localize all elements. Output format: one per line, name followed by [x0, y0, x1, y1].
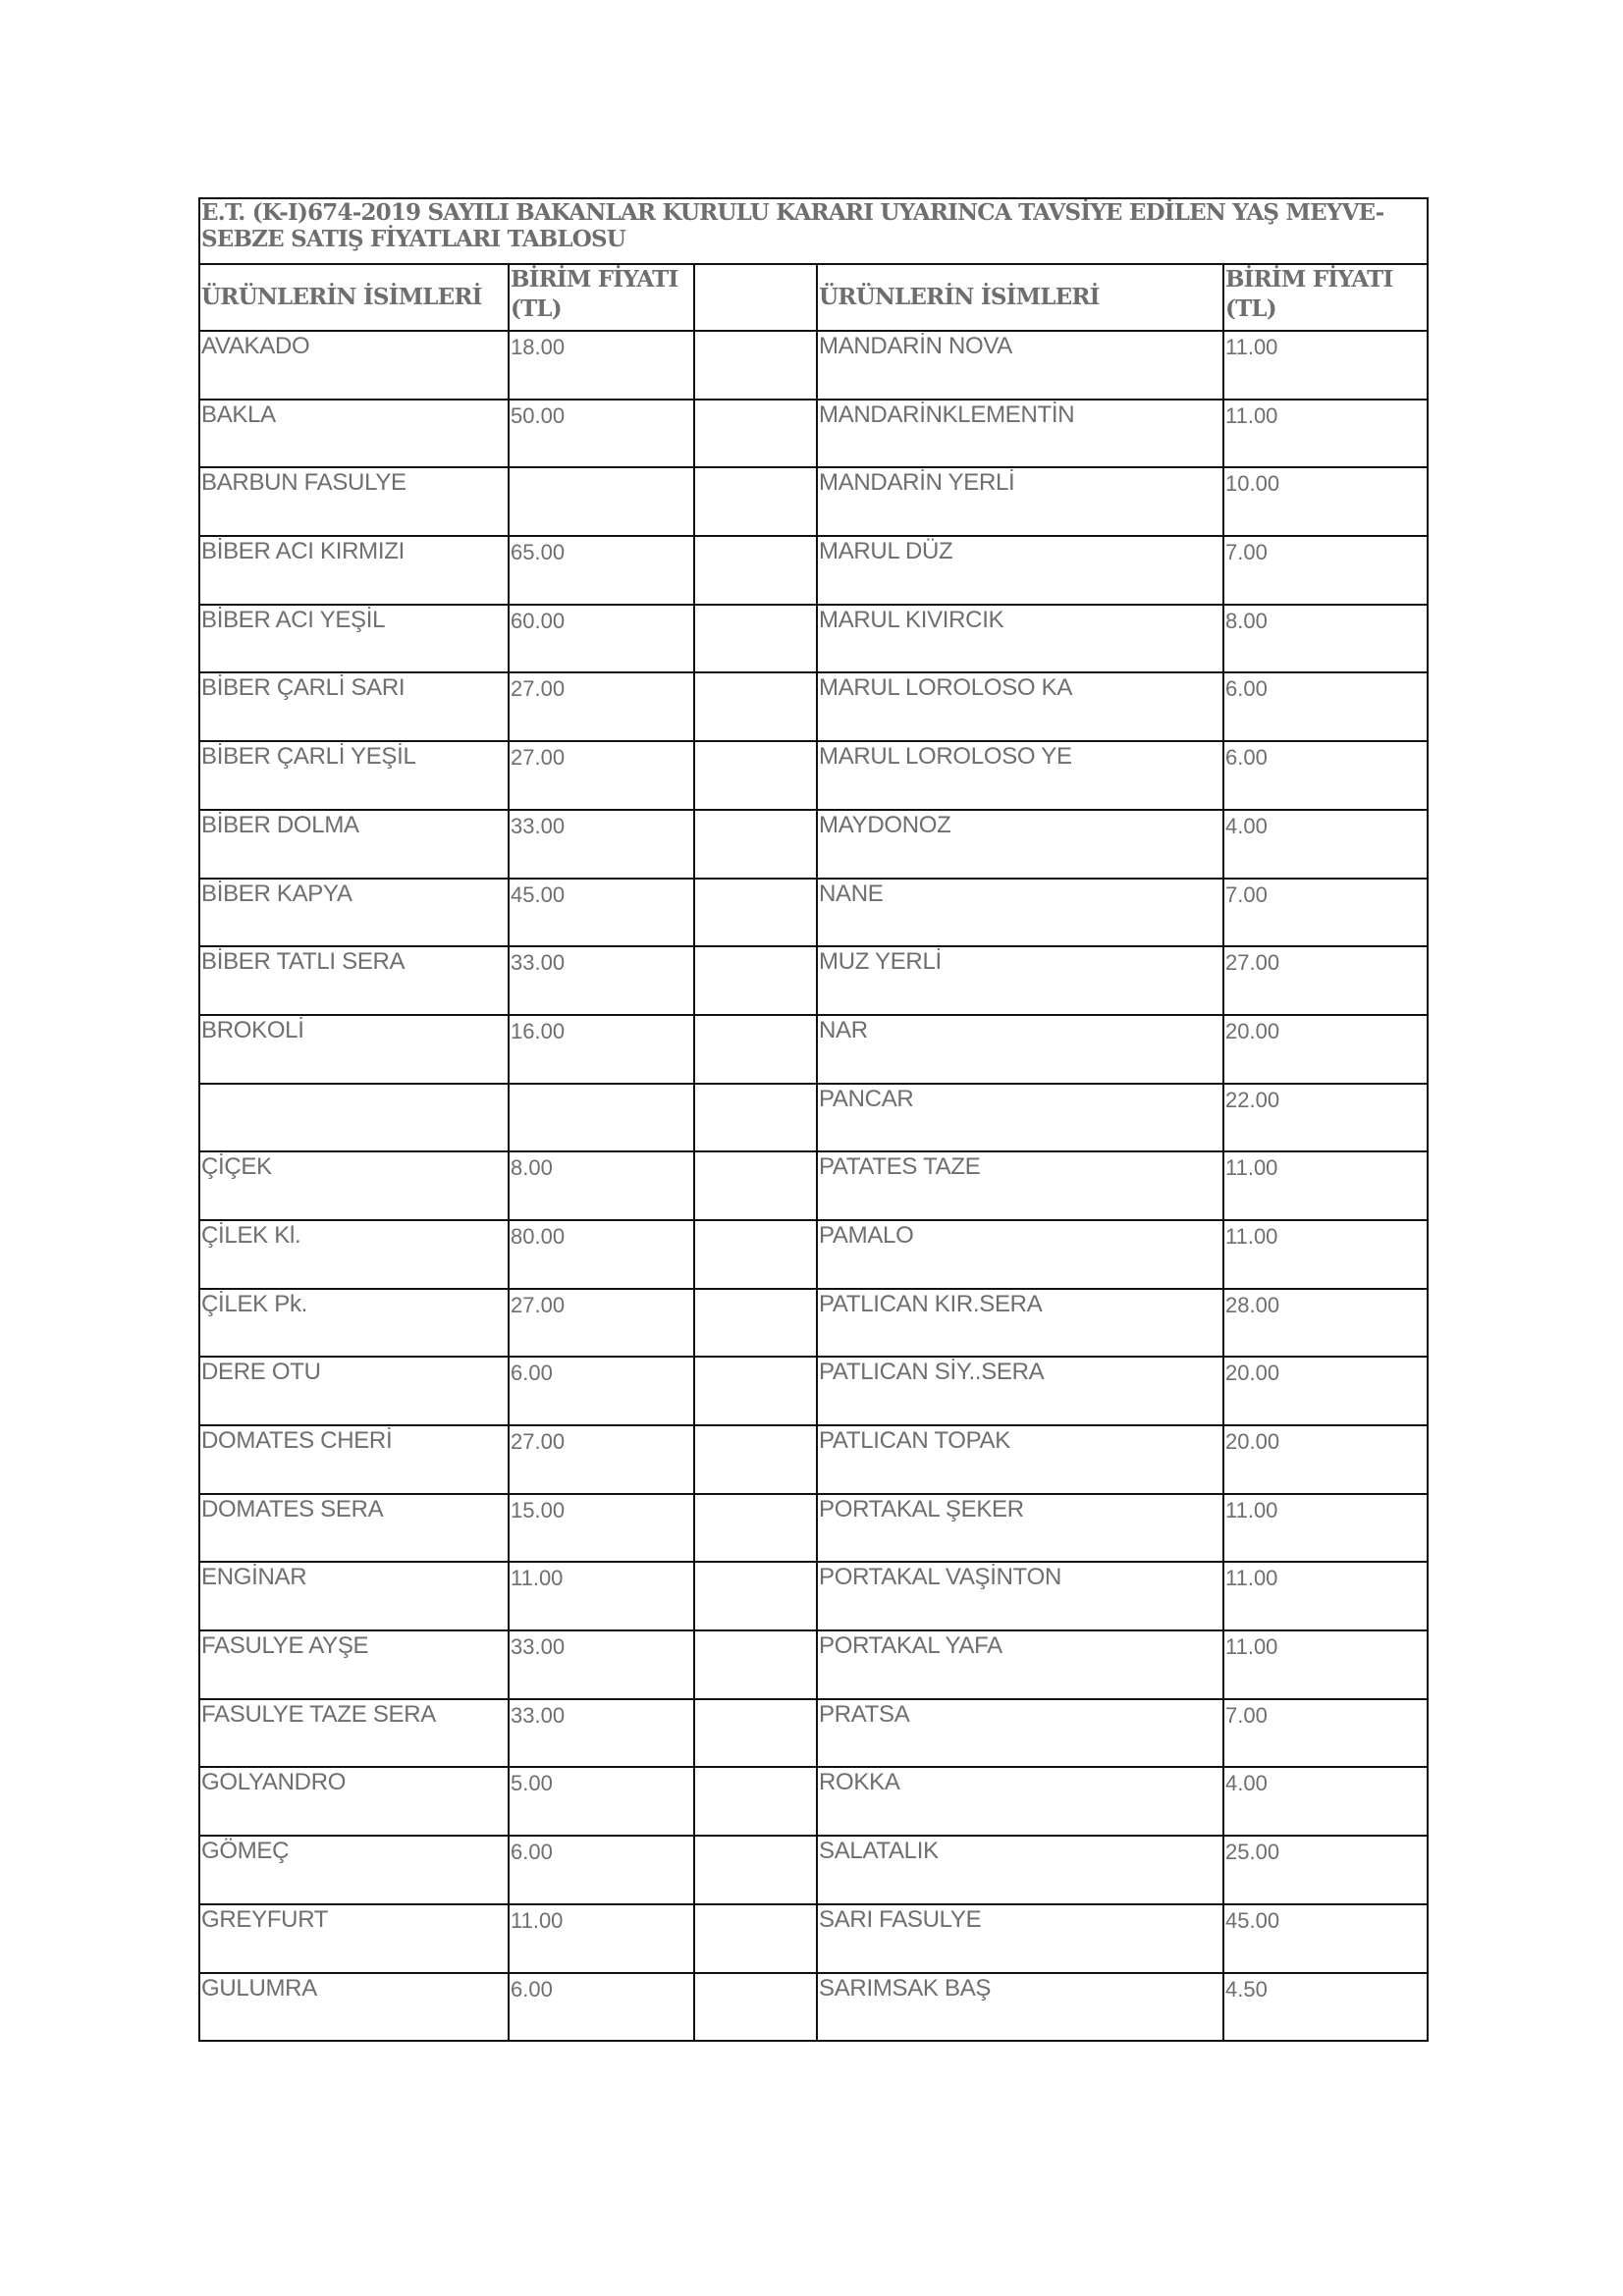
left-unit-price: 16.00: [509, 1015, 694, 1084]
left-unit-price: 65.00: [509, 536, 694, 605]
right-product-name: PATLICAN TOPAK: [817, 1425, 1223, 1494]
right-unit-price: 4.00: [1223, 1767, 1428, 1836]
left-product-name: ÇİÇEK: [199, 1151, 509, 1220]
spacer-cell: [694, 1767, 817, 1836]
left-unit-price: 11.00: [509, 1904, 694, 1973]
left-product-name: BAKLA: [199, 400, 509, 468]
left-product-name: BİBER DOLMA: [199, 810, 509, 879]
spacer-cell: [694, 1973, 817, 2042]
table-row: [199, 1015, 1428, 1084]
spacer-cell: [694, 1015, 817, 1084]
header-right-name: ÜRÜNLERİN İSİMLERİ: [817, 264, 1223, 331]
right-unit-price: 20.00: [1223, 1015, 1428, 1084]
left-product-name: BİBER ACI KIRMIZI: [199, 536, 509, 605]
right-unit-price: 11.00: [1223, 331, 1428, 400]
left-unit-price: 11.00: [509, 1562, 694, 1630]
header-row: [199, 264, 1428, 331]
spacer-cell: [694, 1357, 817, 1425]
right-product-name: PORTAKAL ŞEKER: [817, 1494, 1223, 1563]
spacer-cell: [694, 1289, 817, 1358]
right-product-name: MAYDONOZ: [817, 810, 1223, 879]
right-product-name: PATLICAN KIR.SERA: [817, 1289, 1223, 1358]
spacer-cell: [694, 1630, 817, 1699]
spacer-cell: [694, 467, 817, 536]
right-unit-price: 11.00: [1223, 1151, 1428, 1220]
spacer-cell: [694, 331, 817, 400]
header-right-price: BİRİM FİYATI (TL): [1223, 264, 1428, 331]
left-product-name: BİBER KAPYA: [199, 879, 509, 947]
table-row: [199, 536, 1428, 605]
left-product-name: AVAKADO: [199, 331, 509, 400]
left-product-name: GOLYANDRO: [199, 1767, 509, 1836]
table-row: [199, 1630, 1428, 1699]
table-row: [199, 1494, 1428, 1563]
right-unit-price: 45.00: [1223, 1904, 1428, 1973]
spacer-cell: [694, 1151, 817, 1220]
spacer-cell: [694, 1494, 817, 1563]
right-unit-price: 6.00: [1223, 672, 1428, 741]
left-unit-price: 6.00: [509, 1357, 694, 1425]
table-row: [199, 946, 1428, 1015]
right-product-name: PATLICAN SİY..SERA: [817, 1357, 1223, 1425]
spacer-cell: [694, 741, 817, 810]
right-unit-price: 4.00: [1223, 810, 1428, 879]
left-product-name: ÇİLEK Pk.: [199, 1289, 509, 1358]
table-row: [199, 1767, 1428, 1836]
left-product-name: DOMATES SERA: [199, 1494, 509, 1563]
right-product-name: MARUL LOROLOSO KA: [817, 672, 1223, 741]
left-product-name: GÖMEÇ: [199, 1836, 509, 1904]
left-unit-price: 80.00: [509, 1220, 694, 1289]
right-product-name: PANCAR: [817, 1084, 1223, 1152]
spacer-cell: [694, 536, 817, 605]
spacer-cell: [694, 1562, 817, 1630]
right-product-name: MUZ YERLİ: [817, 946, 1223, 1015]
right-product-name: NAR: [817, 1015, 1223, 1084]
right-product-name: NANE: [817, 879, 1223, 947]
left-product-name: ÇİLEK Kl.: [199, 1220, 509, 1289]
spacer-cell: [694, 879, 817, 947]
left-unit-price: 33.00: [509, 1630, 694, 1699]
spacer-cell: [694, 1220, 817, 1289]
right-product-name: PORTAKAL VAŞİNTON: [817, 1562, 1223, 1630]
spacer-cell: [694, 672, 817, 741]
left-unit-price: 60.00: [509, 605, 694, 673]
table-row: [199, 1220, 1428, 1289]
left-unit-price: 50.00: [509, 400, 694, 468]
header-left-name: ÜRÜNLERİN İSİMLERİ: [199, 264, 509, 331]
table-row: [199, 879, 1428, 947]
right-unit-price: 11.00: [1223, 1494, 1428, 1563]
spacer-cell: [694, 605, 817, 673]
right-product-name: SARIMSAK BAŞ: [817, 1973, 1223, 2042]
left-unit-price: 27.00: [509, 1289, 694, 1358]
right-unit-price: 4.50: [1223, 1973, 1428, 2042]
spacer-cell: [694, 1904, 817, 1973]
left-product-name: BİBER ÇARLİ SARI: [199, 672, 509, 741]
spacer-cell: [694, 946, 817, 1015]
spacer-cell: [694, 1699, 817, 1768]
table-row: [199, 810, 1428, 879]
left-unit-price: 6.00: [509, 1973, 694, 2042]
right-unit-price: 20.00: [1223, 1357, 1428, 1425]
right-product-name: PATATES TAZE: [817, 1151, 1223, 1220]
left-product-name: BİBER ACI YEŞİL: [199, 605, 509, 673]
right-unit-price: 27.00: [1223, 946, 1428, 1015]
right-unit-price: 25.00: [1223, 1836, 1428, 1904]
right-unit-price: 11.00: [1223, 1562, 1428, 1630]
right-unit-price: 7.00: [1223, 1699, 1428, 1768]
right-unit-price: 11.00: [1223, 1220, 1428, 1289]
right-product-name: MANDARİNKLEMENTİN: [817, 400, 1223, 468]
left-product-name: BROKOLİ: [199, 1015, 509, 1084]
table-row: [199, 1289, 1428, 1358]
left-product-name: BARBUN FASULYE: [199, 467, 509, 536]
right-unit-price: 8.00: [1223, 605, 1428, 673]
left-unit-price: 18.00: [509, 331, 694, 400]
table-title: E.T. (K-I)674-2019 SAYILI BAKANLAR KURULU KARARI UYARINCA TAVSİYE EDİLEN YAŞ MEYVE-SEBZE SATIŞ FİYATLARI TABLOSU: [199, 198, 1428, 264]
right-product-name: MARUL KIVIRCIK: [817, 605, 1223, 673]
right-unit-price: 11.00: [1223, 1630, 1428, 1699]
table-row: [199, 605, 1428, 673]
right-product-name: MARUL DÜZ: [817, 536, 1223, 605]
right-product-name: MANDARİN NOVA: [817, 331, 1223, 400]
left-unit-price: 33.00: [509, 1699, 694, 1768]
right-product-name: PAMALO: [817, 1220, 1223, 1289]
right-unit-price: 7.00: [1223, 879, 1428, 947]
table-row: [199, 1836, 1428, 1904]
left-product-name: GREYFURT: [199, 1904, 509, 1973]
left-unit-price: 5.00: [509, 1767, 694, 1836]
left-product-name: DOMATES CHERİ: [199, 1425, 509, 1494]
left-unit-price: 27.00: [509, 672, 694, 741]
spacer-cell: [694, 1084, 817, 1152]
left-unit-price: [509, 467, 694, 536]
table-row: [199, 1973, 1428, 2042]
header-left-price: BİRİM FİYATI (TL): [509, 264, 694, 331]
right-unit-price: 28.00: [1223, 1289, 1428, 1358]
table-row: [199, 467, 1428, 536]
spacer-cell: [694, 400, 817, 468]
left-product-name: FASULYE TAZE SERA: [199, 1699, 509, 1768]
spacer-cell: [694, 1425, 817, 1494]
spacer-cell: [694, 810, 817, 879]
right-product-name: PRATSA: [817, 1699, 1223, 1768]
right-unit-price: 20.00: [1223, 1425, 1428, 1494]
right-product-name: SALATALIK: [817, 1836, 1223, 1904]
table-row: [199, 331, 1428, 400]
header-spacer: [694, 264, 817, 331]
right-product-name: PORTAKAL YAFA: [817, 1630, 1223, 1699]
left-unit-price: 45.00: [509, 879, 694, 947]
left-unit-price: 27.00: [509, 741, 694, 810]
left-product-name: BİBER ÇARLİ YEŞİL: [199, 741, 509, 810]
left-unit-price: 27.00: [509, 1425, 694, 1494]
price-table: [198, 197, 1429, 2042]
right-unit-price: 22.00: [1223, 1084, 1428, 1152]
right-unit-price: 10.00: [1223, 467, 1428, 536]
left-unit-price: 6.00: [509, 1836, 694, 1904]
left-product-name: FASULYE AYŞE: [199, 1630, 509, 1699]
table-row: [199, 1357, 1428, 1425]
right-product-name: ROKKA: [817, 1767, 1223, 1836]
left-unit-price: 33.00: [509, 946, 694, 1015]
left-product-name: [199, 1084, 509, 1152]
left-unit-price: [509, 1084, 694, 1152]
table-row: [199, 1699, 1428, 1768]
right-unit-price: 11.00: [1223, 400, 1428, 468]
left-product-name: BİBER TATLI SERA: [199, 946, 509, 1015]
right-product-name: MANDARİN YERLİ: [817, 467, 1223, 536]
left-unit-price: 15.00: [509, 1494, 694, 1563]
title-row: [199, 198, 1428, 264]
table-row: [199, 1904, 1428, 1973]
right-unit-price: 6.00: [1223, 741, 1428, 810]
spacer-cell: [694, 1836, 817, 1904]
table-row: [199, 741, 1428, 810]
table-row: [199, 1562, 1428, 1630]
left-unit-price: 33.00: [509, 810, 694, 879]
table-row: [199, 1084, 1428, 1152]
left-product-name: DERE OTU: [199, 1357, 509, 1425]
left-unit-price: 8.00: [509, 1151, 694, 1220]
left-product-name: ENGİNAR: [199, 1562, 509, 1630]
table-row: [199, 400, 1428, 468]
table-row: [199, 1425, 1428, 1494]
table-row: [199, 1151, 1428, 1220]
right-product-name: MARUL LOROLOSO YE: [817, 741, 1223, 810]
left-product-name: GULUMRA: [199, 1973, 509, 2042]
right-unit-price: 7.00: [1223, 536, 1428, 605]
right-product-name: SARI FASULYE: [817, 1904, 1223, 1973]
table-row: [199, 672, 1428, 741]
